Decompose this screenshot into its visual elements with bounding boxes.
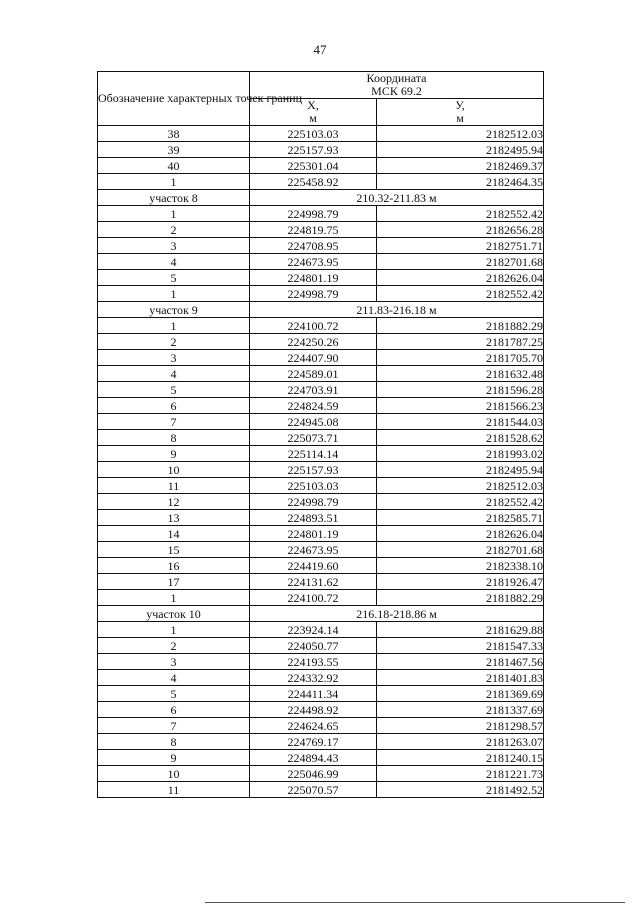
x-cell: 224703.91: [250, 382, 377, 398]
point-cell: 12: [98, 494, 250, 510]
y-cell: 2181492.52: [377, 782, 544, 798]
point-cell: 2: [98, 222, 250, 238]
table-row: [98, 174, 544, 190]
x-cell: 225157.93: [250, 142, 377, 158]
x-cell: 224407.90: [250, 350, 377, 366]
section-range: 210.32-211.83 м: [250, 190, 544, 206]
x-cell: 224893.51: [250, 510, 377, 526]
table-row: [98, 254, 544, 270]
y-cell: 2181705.70: [377, 350, 544, 366]
section-range: 211.83-216.18 м: [250, 302, 544, 318]
y-header-name: У,: [455, 98, 465, 112]
y-cell: 2182469.37: [377, 158, 544, 174]
x-cell: 224998.79: [250, 286, 377, 302]
point-cell: 5: [98, 270, 250, 286]
point-cell: 5: [98, 382, 250, 398]
section-title: участок 8: [98, 190, 250, 206]
table-row: [98, 318, 544, 334]
y-cell: 2182626.04: [377, 270, 544, 286]
x-cell: 225114.14: [250, 446, 377, 462]
table-row: [98, 494, 544, 510]
x-cell: 224769.17: [250, 734, 377, 750]
x-cell: 223924.14: [250, 622, 377, 638]
point-cell: 14: [98, 526, 250, 542]
x-cell: 225157.93: [250, 462, 377, 478]
y-header-unit: м: [456, 111, 464, 125]
table-row: [98, 206, 544, 222]
table-row: [98, 622, 544, 638]
point-cell: 4: [98, 670, 250, 686]
y-cell: 2182552.42: [377, 206, 544, 222]
x-cell: 224998.79: [250, 494, 377, 510]
y-cell: 2181993.02: [377, 446, 544, 462]
table-row: [98, 670, 544, 686]
point-cell: 2: [98, 638, 250, 654]
x-cell: 224819.75: [250, 222, 377, 238]
section-title: участок 10: [98, 606, 250, 622]
y-cell: 2182512.03: [377, 126, 544, 142]
table-row: [98, 590, 544, 606]
point-cell: 40: [98, 158, 250, 174]
y-cell: 2182464.35: [377, 174, 544, 190]
y-cell: 2181547.33: [377, 638, 544, 654]
y-cell: 2182626.04: [377, 526, 544, 542]
table-row: [98, 238, 544, 254]
table-row: [98, 142, 544, 158]
table-row: [98, 334, 544, 350]
section-row: [98, 606, 544, 622]
y-cell: 2181787.25: [377, 334, 544, 350]
table-row: [98, 574, 544, 590]
y-cell: 2182552.42: [377, 494, 544, 510]
x-cell: 224894.43: [250, 750, 377, 766]
y-cell: 2182585.71: [377, 510, 544, 526]
y-cell: 2181882.29: [377, 590, 544, 606]
point-cell: 11: [98, 478, 250, 494]
table-row: [98, 462, 544, 478]
point-cell: 7: [98, 718, 250, 734]
x-cell: 225073.71: [250, 430, 377, 446]
point-cell: 15: [98, 542, 250, 558]
y-cell: 2182495.94: [377, 462, 544, 478]
table-row: [98, 766, 544, 782]
point-cell: 38: [98, 126, 250, 142]
table-row: [98, 430, 544, 446]
point-cell: 3: [98, 654, 250, 670]
point-cell: 3: [98, 350, 250, 366]
x-cell: 224411.34: [250, 686, 377, 702]
x-cell: 224945.08: [250, 414, 377, 430]
point-cell: 6: [98, 702, 250, 718]
y-cell: 2181632.48: [377, 366, 544, 382]
y-cell: 2181263.07: [377, 734, 544, 750]
x-cell: 224250.26: [250, 334, 377, 350]
x-cell: 225046.99: [250, 766, 377, 782]
point-cell: 1: [98, 318, 250, 334]
table-row: [98, 126, 544, 142]
y-cell: 2181221.73: [377, 766, 544, 782]
point-cell: 1: [98, 286, 250, 302]
point-cell: 1: [98, 622, 250, 638]
x-cell: 225301.04: [250, 158, 377, 174]
table-row: [98, 158, 544, 174]
x-cell: 225103.03: [250, 478, 377, 494]
table-row: [98, 350, 544, 366]
point-cell: 11: [98, 782, 250, 798]
y-cell: 2182512.03: [377, 478, 544, 494]
x-cell: 224498.92: [250, 702, 377, 718]
table-row: [98, 558, 544, 574]
table-row: [98, 734, 544, 750]
y-cell: 2182701.68: [377, 542, 544, 558]
point-cell: 1: [98, 590, 250, 606]
table-row: [98, 782, 544, 798]
point-cell: 4: [98, 366, 250, 382]
designation-header: Обозначение характерных точек границ: [98, 72, 250, 126]
table-row: [98, 510, 544, 526]
y-cell: 2181240.15: [377, 750, 544, 766]
section-row: [98, 302, 544, 318]
table-row: [98, 478, 544, 494]
x-cell: 225458.92: [250, 174, 377, 190]
x-cell: 225103.03: [250, 126, 377, 142]
x-cell: 225070.57: [250, 782, 377, 798]
point-cell: 8: [98, 734, 250, 750]
y-cell: 2182701.68: [377, 254, 544, 270]
table-row: [98, 270, 544, 286]
y-cell: 2182552.42: [377, 286, 544, 302]
x-cell: 224673.95: [250, 542, 377, 558]
point-cell: 10: [98, 766, 250, 782]
x-cell: 224131.62: [250, 574, 377, 590]
point-cell: 39: [98, 142, 250, 158]
table-row: [98, 398, 544, 414]
x-cell: 224050.77: [250, 638, 377, 654]
x-cell: 224589.01: [250, 366, 377, 382]
table-row: [98, 702, 544, 718]
x-cell: 224801.19: [250, 270, 377, 286]
y-header: [377, 99, 544, 126]
x-cell: 224708.95: [250, 238, 377, 254]
y-cell: 2181882.29: [377, 318, 544, 334]
point-cell: 10: [98, 462, 250, 478]
table-row: [98, 638, 544, 654]
y-cell: 2182751.71: [377, 238, 544, 254]
point-cell: 1: [98, 206, 250, 222]
y-cell: 2181369.69: [377, 686, 544, 702]
table-row: [98, 526, 544, 542]
coordinate-system: МСК 69.2: [371, 84, 422, 98]
y-cell: 2182495.94: [377, 142, 544, 158]
table-row: [98, 382, 544, 398]
y-cell: 2181337.69: [377, 702, 544, 718]
y-cell: 2181629.88: [377, 622, 544, 638]
point-cell: 17: [98, 574, 250, 590]
point-cell: 9: [98, 446, 250, 462]
y-cell: 2181467.56: [377, 654, 544, 670]
point-cell: 8: [98, 430, 250, 446]
section-row: [98, 190, 544, 206]
point-cell: 1: [98, 174, 250, 190]
section-range: 216.18-218.86 м: [250, 606, 544, 622]
section-title: участок 9: [98, 302, 250, 318]
x-cell: 224673.95: [250, 254, 377, 270]
y-cell: 2181401.83: [377, 670, 544, 686]
table-row: [98, 686, 544, 702]
x-cell: 224824.59: [250, 398, 377, 414]
table-row: [98, 366, 544, 382]
point-cell: 3: [98, 238, 250, 254]
x-cell: 224193.55: [250, 654, 377, 670]
table-row: [98, 750, 544, 766]
table-row: [98, 222, 544, 238]
x-cell: 224100.72: [250, 590, 377, 606]
table-row: [98, 718, 544, 734]
point-cell: 2: [98, 334, 250, 350]
y-cell: 2181926.47: [377, 574, 544, 590]
table-row: [98, 654, 544, 670]
table-row: [98, 286, 544, 302]
table-row: [98, 542, 544, 558]
y-cell: 2181544.03: [377, 414, 544, 430]
point-cell: 5: [98, 686, 250, 702]
y-cell: 2182338.10: [377, 558, 544, 574]
y-cell: 2182656.28: [377, 222, 544, 238]
point-cell: 9: [98, 750, 250, 766]
point-cell: 4: [98, 254, 250, 270]
y-cell: 2181298.57: [377, 718, 544, 734]
x-cell: 224332.92: [250, 670, 377, 686]
page-number: 47: [313, 42, 327, 57]
table-row: [98, 414, 544, 430]
x-cell: 224624.65: [250, 718, 377, 734]
x-header-name: X,: [307, 98, 319, 112]
table-row: [98, 446, 544, 462]
table-body: [98, 126, 544, 798]
x-cell: 224801.19: [250, 526, 377, 542]
x-cell: 224998.79: [250, 206, 377, 222]
x-cell: 224419.60: [250, 558, 377, 574]
point-cell: 13: [98, 510, 250, 526]
coordinates-table: [97, 71, 544, 798]
table-header: [98, 72, 544, 126]
x-cell: 224100.72: [250, 318, 377, 334]
y-cell: 2181596.28: [377, 382, 544, 398]
scan-edge-line: [205, 902, 625, 903]
point-cell: 7: [98, 414, 250, 430]
coordinate-title: Координата: [366, 71, 427, 85]
y-cell: 2181566.23: [377, 398, 544, 414]
x-header-unit: м: [309, 111, 317, 125]
point-cell: 16: [98, 558, 250, 574]
y-cell: 2181528.62: [377, 430, 544, 446]
point-cell: 6: [98, 398, 250, 414]
